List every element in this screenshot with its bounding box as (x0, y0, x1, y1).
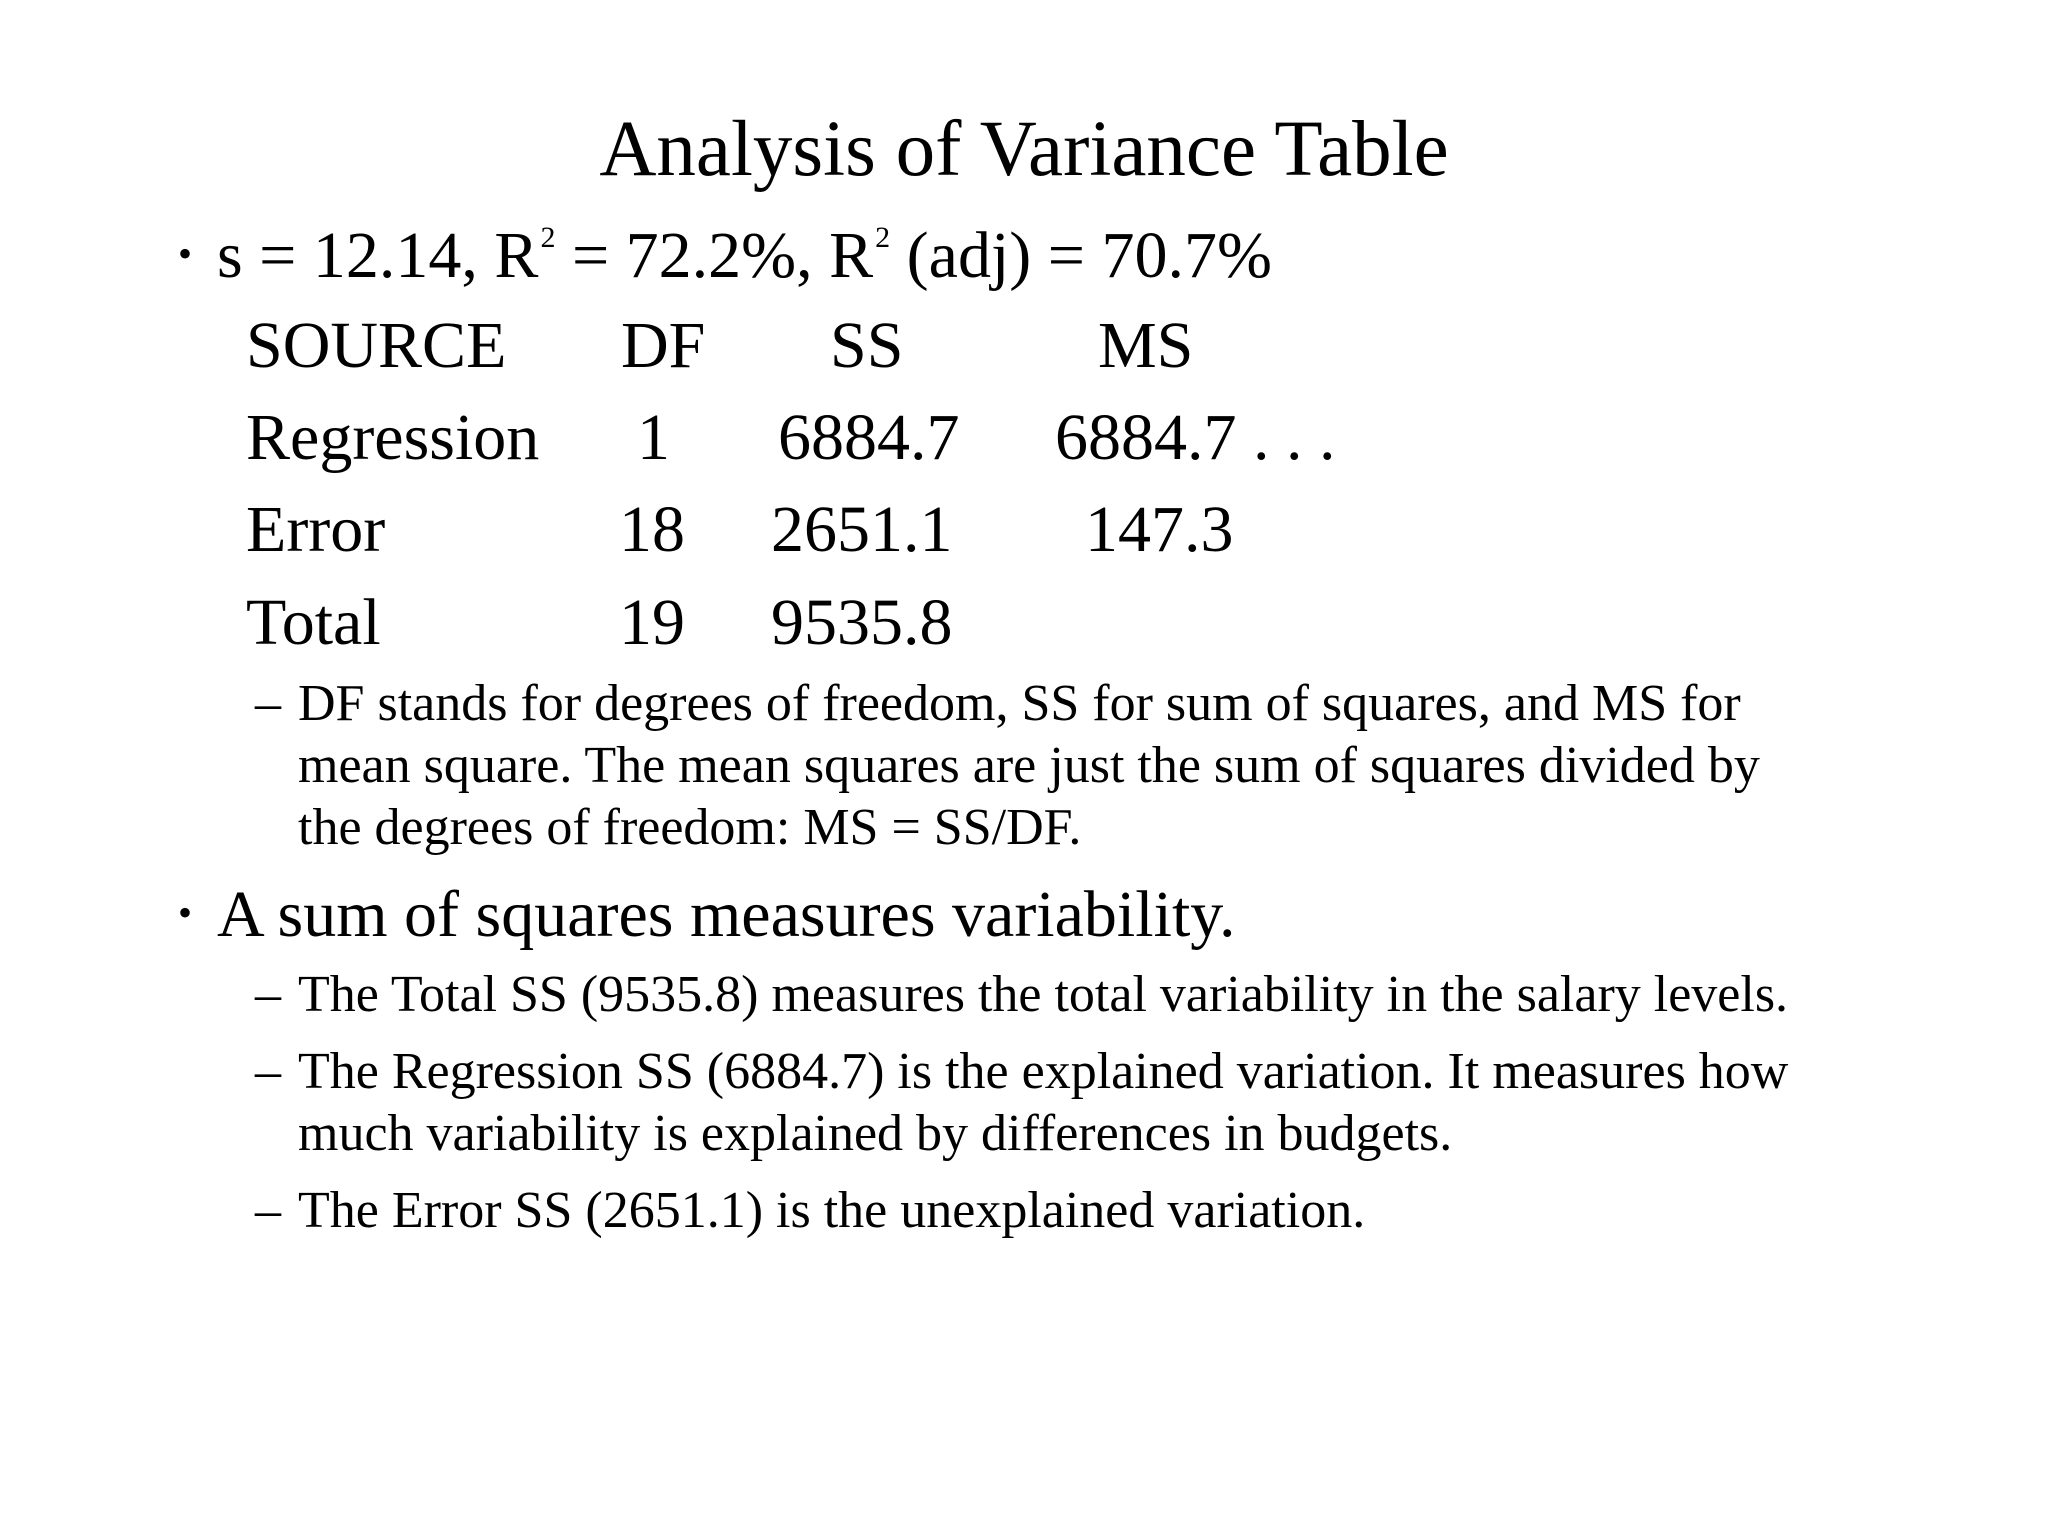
row-ss: 6884.7 (778, 401, 960, 474)
sub-bullet-text: much variability is explained by differences in budgets. (298, 1105, 1453, 1162)
sub-bullet-marker: – (255, 1043, 281, 1100)
row-ms: 6884.7 . . . (1055, 401, 1336, 474)
sub-bullet-text: The Total SS (9535.8) measures the total variability in the salary levels. (298, 966, 1789, 1023)
row-source: Regression (246, 401, 540, 474)
sub-bullet-marker: – (255, 966, 281, 1023)
row-df: 18 (619, 493, 685, 566)
note-line: the degrees of freedom: MS = SS/DF. (298, 799, 1082, 856)
r-squared-adj-text: (adj) = 70.7% (890, 219, 1272, 292)
row-ss: 2651.1 (771, 493, 953, 566)
row-df: 1 (637, 401, 670, 474)
header-source: SOURCE (246, 309, 507, 382)
header-ss: SS (830, 309, 904, 382)
sub-bullet-marker: – (255, 675, 281, 732)
row-ss: 9535.8 (771, 586, 953, 659)
row-source: Error (246, 493, 386, 566)
note-line: mean square. The mean squares are just the sum of squares divided by (298, 737, 1760, 794)
header-ms: MS (1098, 309, 1194, 382)
note-line: DF stands for degrees of freedom, SS for sum of squares, and MS for (298, 675, 1741, 732)
header-df: DF (621, 309, 706, 382)
r-squared-text: = 72.2%, R (555, 219, 874, 292)
sub-bullet-marker: – (255, 1182, 281, 1239)
slide-title: Analysis of Variance Table (599, 106, 1449, 193)
fit-statistics-line (217, 216, 1272, 308)
row-source: Total (246, 586, 381, 659)
bullet-text: A sum of squares measures variability. (217, 878, 1236, 951)
superscript: 2 (875, 221, 891, 254)
row-ms: 147.3 (1085, 493, 1234, 566)
sub-bullet-text: The Regression SS (6884.7) is the explained variation. It measures how (298, 1043, 1789, 1100)
bullet-marker: • (178, 890, 193, 935)
row-df: 19 (619, 586, 685, 659)
superscript: 2 (540, 221, 556, 254)
bullet-marker: • (178, 231, 193, 276)
s-value-text: s = 12.14, R (217, 219, 539, 292)
sub-bullet-text: The Error SS (2651.1) is the unexplained variation. (298, 1182, 1366, 1239)
